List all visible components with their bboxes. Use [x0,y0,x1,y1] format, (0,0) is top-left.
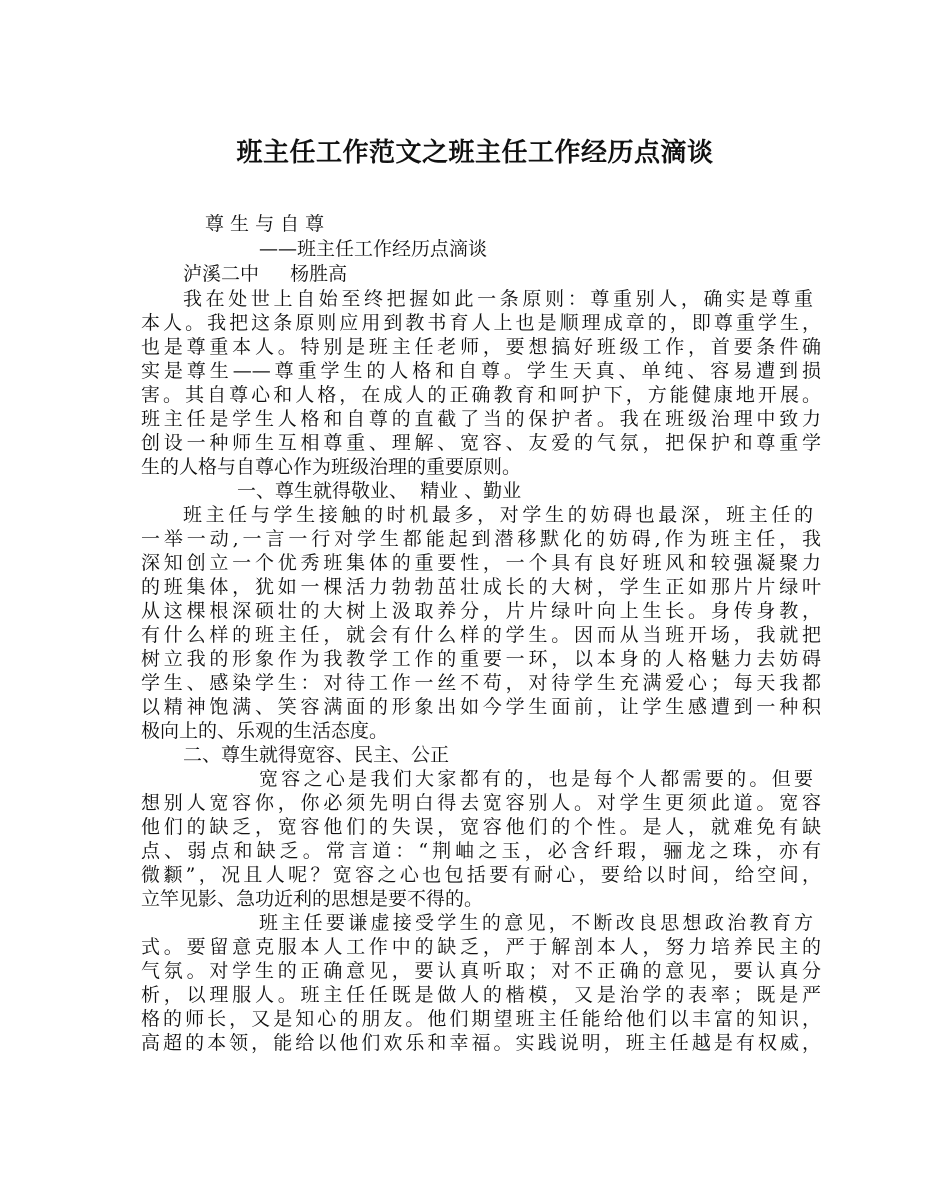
paragraph-line: 树立我的形象作为我教学工作的重要一环，以本身的人格魅力去妨碍 [141,648,821,670]
paragraph-line: 他们的缺乏，宽容他们的失误，宽容他们的个性。是人，就难免有缺 [141,816,821,838]
paragraph-line: 害。其自尊心和人格，在成人的正确教育和呵护下，方能健康地开展。 [141,384,821,406]
paragraph-line: 想别人宽容你，你必须先明白得去宽容别人。对学生更须此道。宽容 [141,792,821,814]
author-line: 泸溪二中 杨胜高 [183,263,348,285]
section-heading: 二、尊生就得宽容、民主、公正 [183,744,450,766]
paragraph-line: 一举一动,一言一行对学生都能起到潜移默化的妨碍,作为班主任，我 [141,528,821,550]
paragraph-line: 的班集体，犹如一棵活力勃勃茁壮成长的大树，学生正如那片片绿叶 [141,576,821,598]
section-heading: 一、尊生就得敬业、 精业 、勤业 [237,480,522,502]
paragraph-line: 实是尊生——尊重学生的人格和自尊。学生天真、单纯、容易遭到损 [141,360,821,382]
paragraph-line: 班主任与学生接触的时机最多，对学生的妨碍也最深，班主任的 [183,504,813,526]
paragraph-line: 微颣”，况且人呢？宽容之心也包括要有耐心，要给以时间，给空间， [141,864,821,886]
paragraph-line: 点、弱点和缺乏。常言道：“荆岫之玉，必含纤瑕，骊龙之珠，亦有 [141,840,821,862]
paragraph-line: 本人。我把这条原则应用到教书育人上也是顺理成章的，即尊重学生， [141,312,821,334]
document-title: 班主任工作范文之班主任工作经历点滴谈 [236,138,714,168]
article-subtitle: ——班主任工作经历点滴谈 [259,238,488,260]
paragraph-line: 从这棵根深硕壮的大树上汲取养分，片片绿叶向上生长。身传身教， [141,600,821,622]
paragraph-line: 班主任是学生人格和自尊的直截了当的保护者。我在班级治理中致力 [141,408,821,430]
paragraph-line: 气氛。对学生的正确意见，要认真听取；对不正确的意见，要认真分 [141,960,821,982]
paragraph-line: 有什么样的班主任，就会有什么样的学生。因而从当班开场，我就把 [141,624,821,646]
paragraph-line: 学生、感染学生：对待工作一丝不苟，对待学生充满爱心；每天我都 [141,672,821,694]
article-heading: 尊 生 与 自 尊 [205,213,325,235]
paragraph-line: 格的师长，又是知心的朋友。他们期望班主任能给他们以丰富的知识， [141,1008,821,1030]
paragraph-line: 析，以理服人。班主任任既是做人的楷模，又是治学的表率；既是严 [141,984,821,1006]
paragraph-line: 班主任要谦虚接受学生的意见，不断改良思想政治教育方 [259,912,813,934]
paragraph-line: 也是尊重本人。特别是班主任老师，要想搞好班级工作，首要条件确 [141,336,821,358]
paragraph-line: 式。要留意克服本人工作中的缺乏，严于解剖本人，努力培养民主的 [141,936,821,958]
paragraph-line: 宽容之心是我们大家都有的，也是每个人都需要的。但要 [259,768,813,790]
paragraph-line: 高超的本领，能给以他们欢乐和幸福。实践说明，班主任越是有权威， [141,1032,821,1054]
paragraph-line: 深知创立一个优秀班集体的重要性，一个具有良好班风和较强凝聚力 [141,552,821,574]
paragraph-line: 我在处世上自始至终把握如此一条原则：尊重别人，确实是尊重 [183,288,813,310]
paragraph-line: 极向上的、乐观的生活态度。 [141,720,389,742]
paragraph-line: 创设一种师生互相尊重、理解、宽容、友爱的气氛，把保护和尊重学 [141,432,821,454]
paragraph-line: 以精神饱满、笑容满面的形象出如今学生面前，让学生感遭到一种积 [141,696,821,718]
paragraph-line: 立竿见影、急功近利的思想是要不得的。 [141,888,484,910]
paragraph-line: 生的人格与自尊心作为班级治理的重要原则。 [141,456,522,478]
